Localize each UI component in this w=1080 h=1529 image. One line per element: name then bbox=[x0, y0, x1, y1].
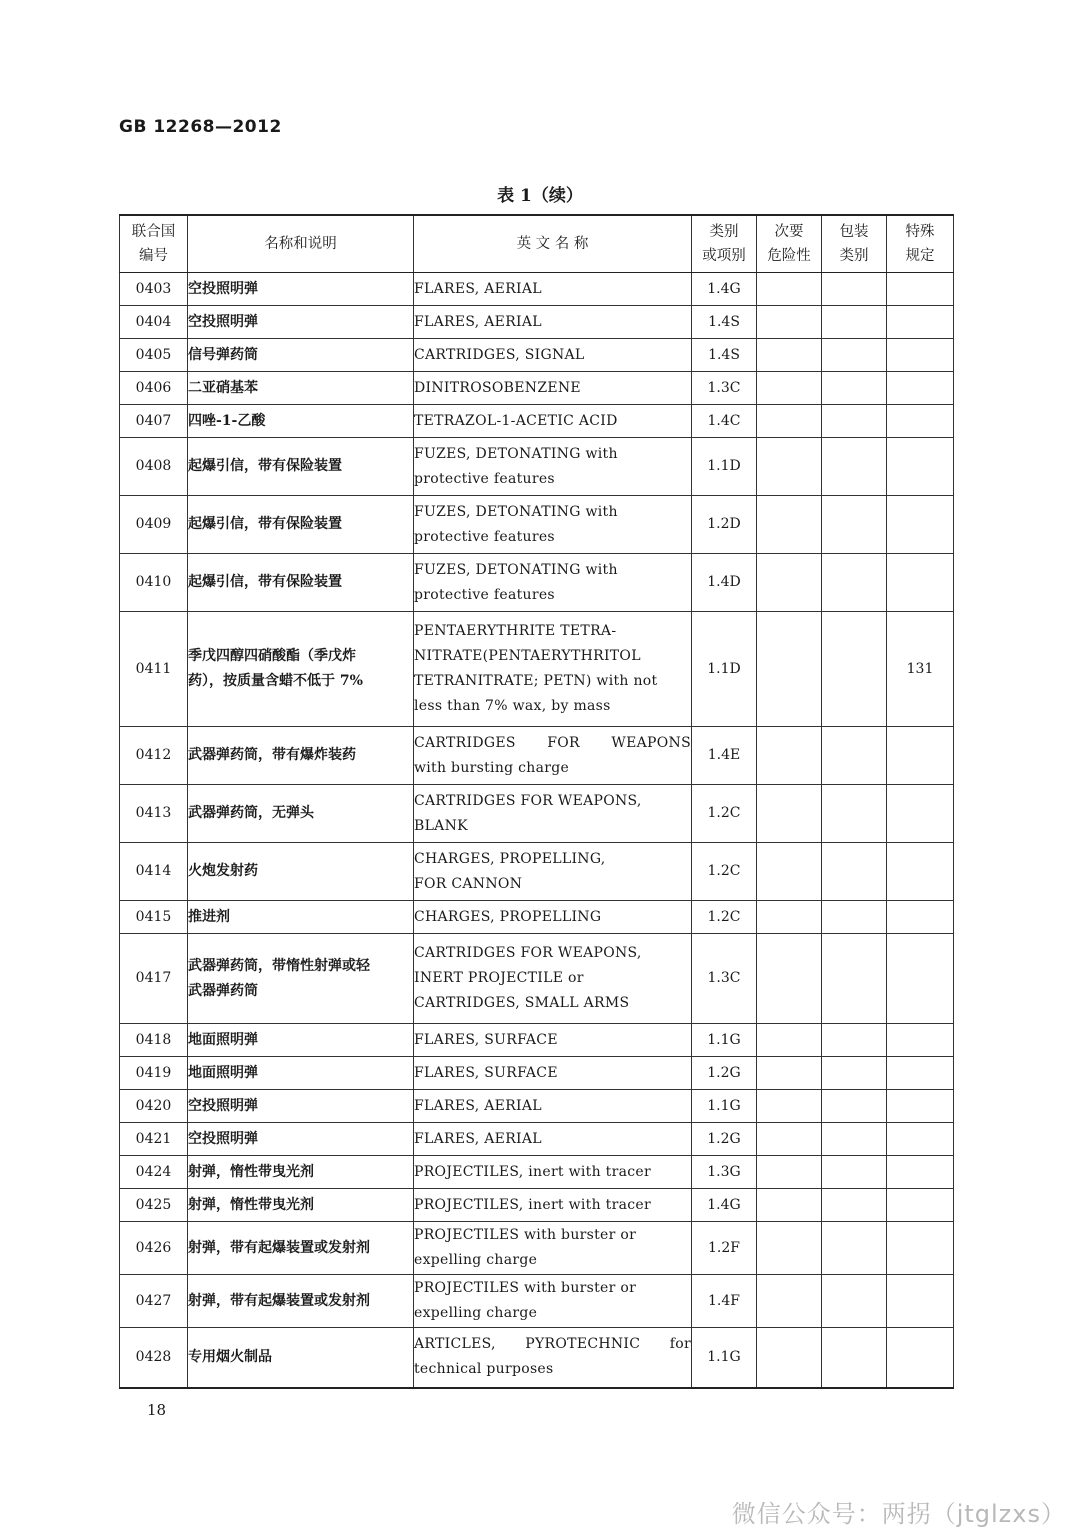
cell-un-number: 0420 bbox=[120, 1090, 188, 1123]
table-row bbox=[120, 934, 954, 1024]
table-row bbox=[120, 405, 954, 438]
name-en-line: CHARGES, PROPELLING bbox=[414, 908, 602, 925]
name-zh-line: 射弹，惰性带曳光剂 bbox=[188, 1196, 314, 1213]
cell-name-zh bbox=[188, 273, 414, 306]
cell-name-zh bbox=[188, 405, 414, 438]
cell-name-zh bbox=[188, 901, 414, 934]
cell-class: 1.4S bbox=[692, 339, 757, 372]
name-zh-line: 起爆引信，带有保险装置 bbox=[188, 458, 342, 474]
cell-class: 1.4G bbox=[692, 1189, 757, 1222]
cell-class: 1.2C bbox=[692, 901, 757, 934]
cell-special-provisions bbox=[887, 843, 954, 901]
cell-un-number: 0427 bbox=[120, 1275, 188, 1328]
cell-name-zh bbox=[188, 1156, 414, 1189]
cell-subsidiary-risk bbox=[757, 554, 822, 612]
cell-un-number: 0425 bbox=[120, 1189, 188, 1222]
name-zh-line: 地面照明弹 bbox=[188, 1031, 258, 1048]
name-zh-line: 四唑-1-乙酸 bbox=[188, 412, 266, 429]
header-class-line2: 或项别 bbox=[702, 248, 746, 264]
name-zh-line: 武器弹药筒，无弹头 bbox=[188, 805, 314, 821]
cell-name-zh bbox=[188, 843, 414, 901]
name-en-line: protective features bbox=[414, 470, 555, 487]
header-special-line1: 特殊 bbox=[905, 224, 935, 240]
cell-name-en bbox=[414, 339, 692, 372]
header-subrisk-line2: 危险性 bbox=[767, 248, 811, 264]
name-en-line: CARTRIDGES FOR WEAPONS, bbox=[414, 792, 642, 809]
cell-class: 1.2C bbox=[692, 785, 757, 843]
cell-class: 1.2G bbox=[692, 1057, 757, 1090]
name-zh-line: 起爆引信，带有保险装置 bbox=[188, 516, 342, 532]
name-zh-line: 武器弹药筒 bbox=[188, 982, 258, 999]
name-en-line: with bursting charge bbox=[414, 759, 570, 776]
cell-un-number: 0418 bbox=[120, 1024, 188, 1057]
cell-name-en bbox=[414, 405, 692, 438]
name-en-line: FUZES, DETONATING with bbox=[414, 561, 618, 578]
cell-name-zh bbox=[188, 1189, 414, 1222]
name-zh-line: 射弹，带有起爆装置或发射剂 bbox=[188, 1292, 370, 1309]
cell-packing-group bbox=[822, 1123, 887, 1156]
cell-subsidiary-risk bbox=[757, 1057, 822, 1090]
cell-un-number: 0412 bbox=[120, 727, 188, 785]
name-en-line: DINITROSOBENZENE bbox=[414, 379, 581, 396]
cell-un-number: 0411 bbox=[120, 612, 188, 727]
table-row bbox=[120, 785, 954, 843]
cell-class: 1.2G bbox=[692, 1123, 757, 1156]
cell-name-en bbox=[414, 306, 692, 339]
table-row bbox=[120, 901, 954, 934]
cell-class: 1.3C bbox=[692, 372, 757, 405]
cell-name-zh bbox=[188, 496, 414, 554]
cell-class: 1.1G bbox=[692, 1328, 757, 1388]
table-row bbox=[120, 273, 954, 306]
cell-class: 1.4F bbox=[692, 1275, 757, 1328]
watermark: 微信公众号：两拐（jtglzxs） bbox=[731, 1500, 1066, 1528]
table-row bbox=[120, 1090, 954, 1123]
table-caption: 表 1（续） bbox=[497, 186, 583, 206]
cell-packing-group bbox=[822, 273, 887, 306]
header-name-zh: 名称和说明 bbox=[188, 215, 414, 273]
cell-packing-group bbox=[822, 1057, 887, 1090]
name-en-line: CHARGES, PROPELLING, bbox=[414, 850, 606, 867]
name-en-line: PROJECTILES with burster or bbox=[414, 1280, 637, 1296]
name-en-line: protective features bbox=[414, 586, 555, 603]
cell-name-en bbox=[414, 372, 692, 405]
cell-subsidiary-risk bbox=[757, 612, 822, 727]
cell-name-en bbox=[414, 727, 692, 785]
cell-name-zh bbox=[188, 1275, 414, 1328]
name-en-line: INERT PROJECTILE or bbox=[414, 970, 584, 986]
header-packing-group bbox=[822, 215, 887, 273]
table-row bbox=[120, 1156, 954, 1189]
cell-special-provisions bbox=[887, 306, 954, 339]
header-packing-line1: 包装 bbox=[839, 224, 869, 240]
cell-name-en bbox=[414, 273, 692, 306]
name-zh-line: 药），按质量含蜡不低于 7% bbox=[188, 673, 363, 689]
cell-name-zh bbox=[188, 1123, 414, 1156]
cell-packing-group bbox=[822, 1156, 887, 1189]
cell-name-en bbox=[414, 1090, 692, 1123]
cell-class: 1.1G bbox=[692, 1090, 757, 1123]
cell-special-provisions bbox=[887, 1090, 954, 1123]
cell-un-number: 0405 bbox=[120, 339, 188, 372]
cell-name-en bbox=[414, 554, 692, 612]
name-en-line: technical purposes bbox=[414, 1361, 554, 1378]
name-en-line: FLARES, AERIAL bbox=[414, 313, 542, 330]
name-zh-line: 空投照明弹 bbox=[188, 1130, 258, 1147]
name-zh-line: 空投照明弹 bbox=[188, 313, 258, 330]
name-en-line: NITRATE(PENTAERYTHRITOL bbox=[414, 648, 641, 664]
name-zh-line: 推进剂 bbox=[188, 908, 230, 925]
name-zh-line: 射弹，带有起爆装置或发射剂 bbox=[188, 1239, 370, 1256]
cell-name-en bbox=[414, 1156, 692, 1189]
cell-packing-group bbox=[822, 901, 887, 934]
cell-class: 1.3G bbox=[692, 1156, 757, 1189]
cell-special-provisions bbox=[887, 339, 954, 372]
cell-un-number: 0426 bbox=[120, 1222, 188, 1275]
cell-un-number: 0408 bbox=[120, 438, 188, 496]
name-zh-line: 空投照明弹 bbox=[188, 280, 258, 297]
cell-subsidiary-risk bbox=[757, 1328, 822, 1388]
cell-special-provisions bbox=[887, 1123, 954, 1156]
name-en-line: CARTRIDGES FOR WEAPONS bbox=[414, 734, 691, 751]
cell-name-en bbox=[414, 1057, 692, 1090]
cell-subsidiary-risk bbox=[757, 405, 822, 438]
cell-subsidiary-risk bbox=[757, 901, 822, 934]
cell-class: 1.4D bbox=[692, 554, 757, 612]
cell-subsidiary-risk bbox=[757, 496, 822, 554]
cell-name-en bbox=[414, 612, 692, 727]
cell-special-provisions bbox=[887, 1156, 954, 1189]
table-body bbox=[120, 273, 954, 1388]
table-row bbox=[120, 1222, 954, 1275]
cell-class: 1.2C bbox=[692, 843, 757, 901]
table-row bbox=[120, 554, 954, 612]
table-row bbox=[120, 438, 954, 496]
cell-name-zh bbox=[188, 934, 414, 1024]
cell-subsidiary-risk bbox=[757, 727, 822, 785]
name-en-line: TETRANITRATE; PETN) with not bbox=[414, 673, 658, 689]
cell-name-zh bbox=[188, 727, 414, 785]
header-class-line1: 类别 bbox=[709, 224, 739, 240]
cell-class: 1.4C bbox=[692, 405, 757, 438]
table-row bbox=[120, 1328, 954, 1388]
cell-special-provisions bbox=[887, 785, 954, 843]
table-row bbox=[120, 339, 954, 372]
cell-name-zh bbox=[188, 1328, 414, 1388]
name-zh-line: 武器弹药筒，带惰性射弹或轻 bbox=[188, 957, 370, 974]
table-row bbox=[120, 727, 954, 785]
cell-name-zh bbox=[188, 554, 414, 612]
cell-subsidiary-risk bbox=[757, 1189, 822, 1222]
cell-name-en bbox=[414, 1275, 692, 1328]
cell-packing-group bbox=[822, 554, 887, 612]
header-subsidiary-risk bbox=[757, 215, 822, 273]
name-zh-line: 信号弹药筒 bbox=[188, 346, 258, 363]
cell-name-zh bbox=[188, 339, 414, 372]
cell-un-number: 0403 bbox=[120, 273, 188, 306]
cell-special-provisions bbox=[887, 934, 954, 1024]
cell-packing-group bbox=[822, 1090, 887, 1123]
name-zh-line: 专用烟火制品 bbox=[188, 1348, 272, 1365]
header-special-line2: 规定 bbox=[905, 248, 935, 264]
cell-name-zh bbox=[188, 785, 414, 843]
name-en-line: less than 7% wax, by mass bbox=[414, 698, 611, 714]
name-en-line: protective features bbox=[414, 528, 555, 545]
name-en-line: CARTRIDGES, SMALL ARMS bbox=[414, 995, 630, 1011]
cell-packing-group bbox=[822, 843, 887, 901]
cell-packing-group bbox=[822, 727, 887, 785]
name-en-line: FLARES, AERIAL bbox=[414, 1097, 542, 1114]
header-packing-line2: 类别 bbox=[839, 248, 869, 264]
table-row bbox=[120, 372, 954, 405]
cell-subsidiary-risk bbox=[757, 934, 822, 1024]
cell-name-en bbox=[414, 785, 692, 843]
name-en-line: ARTICLES, PYROTECHNIC for bbox=[414, 1336, 691, 1353]
name-en-line: expelling charge bbox=[414, 1305, 538, 1321]
cell-name-en bbox=[414, 934, 692, 1024]
cell-subsidiary-risk bbox=[757, 1222, 822, 1275]
cell-special-provisions bbox=[887, 496, 954, 554]
cell-name-en bbox=[414, 1123, 692, 1156]
cell-un-number: 0424 bbox=[120, 1156, 188, 1189]
table-header-row bbox=[120, 215, 954, 273]
cell-packing-group bbox=[822, 372, 887, 405]
table-row bbox=[120, 843, 954, 901]
cell-packing-group bbox=[822, 405, 887, 438]
cell-name-zh bbox=[188, 1222, 414, 1275]
cell-name-en bbox=[414, 843, 692, 901]
page-number: 18 bbox=[147, 1401, 167, 1419]
cell-subsidiary-risk bbox=[757, 372, 822, 405]
name-zh-line: 起爆引信，带有保险装置 bbox=[188, 574, 342, 590]
name-en-line: PENTAERYTHRITE TETRA- bbox=[414, 623, 617, 639]
cell-special-provisions bbox=[887, 372, 954, 405]
name-en-line: FUZES, DETONATING with bbox=[414, 445, 618, 462]
header-name-en: 英 文 名 称 bbox=[414, 215, 692, 273]
header-un-number bbox=[120, 215, 188, 273]
table-row bbox=[120, 1057, 954, 1090]
cell-name-zh bbox=[188, 1090, 414, 1123]
cell-special-provisions bbox=[887, 1057, 954, 1090]
cell-special-provisions bbox=[887, 554, 954, 612]
cell-un-number: 0404 bbox=[120, 306, 188, 339]
table-row bbox=[120, 1123, 954, 1156]
cell-un-number: 0415 bbox=[120, 901, 188, 934]
cell-un-number: 0417 bbox=[120, 934, 188, 1024]
table-row bbox=[120, 612, 954, 727]
name-zh-line: 武器弹药筒，带有爆炸装药 bbox=[188, 747, 356, 763]
cell-un-number: 0414 bbox=[120, 843, 188, 901]
cell-un-number: 0407 bbox=[120, 405, 188, 438]
name-en-line: FLARES, AERIAL bbox=[414, 280, 542, 297]
cell-special-provisions bbox=[887, 1275, 954, 1328]
cell-name-zh bbox=[188, 372, 414, 405]
cell-un-number: 0409 bbox=[120, 496, 188, 554]
cell-name-en bbox=[414, 1024, 692, 1057]
name-en-line: TETRAZOL-1-ACETIC ACID bbox=[414, 412, 618, 429]
header-subrisk-line1: 次要 bbox=[774, 224, 804, 240]
cell-subsidiary-risk bbox=[757, 1024, 822, 1057]
cell-packing-group bbox=[822, 612, 887, 727]
cell-class: 1.4G bbox=[692, 273, 757, 306]
table-row bbox=[120, 1024, 954, 1057]
name-en-line: PROJECTILES, inert with tracer bbox=[414, 1196, 651, 1213]
cell-packing-group bbox=[822, 339, 887, 372]
cell-class: 1.4S bbox=[692, 306, 757, 339]
cell-special-provisions bbox=[887, 1024, 954, 1057]
table-row bbox=[120, 1275, 954, 1328]
cell-packing-group bbox=[822, 1189, 887, 1222]
cell-packing-group bbox=[822, 1275, 887, 1328]
cell-un-number: 0428 bbox=[120, 1328, 188, 1388]
cell-packing-group bbox=[822, 438, 887, 496]
name-zh-line: 射弹，惰性带曳光剂 bbox=[188, 1163, 314, 1180]
cell-packing-group bbox=[822, 1024, 887, 1057]
table-row bbox=[120, 496, 954, 554]
cell-un-number: 0413 bbox=[120, 785, 188, 843]
name-en-line: FLARES, AERIAL bbox=[414, 1130, 542, 1147]
cell-subsidiary-risk bbox=[757, 339, 822, 372]
cell-special-provisions bbox=[887, 1222, 954, 1275]
name-en-line: expelling charge bbox=[414, 1252, 538, 1268]
name-en-line: FLARES, SURFACE bbox=[414, 1064, 558, 1081]
cell-packing-group bbox=[822, 496, 887, 554]
cell-class: 1.2D bbox=[692, 496, 757, 554]
cell-packing-group bbox=[822, 1222, 887, 1275]
cell-name-zh bbox=[188, 1024, 414, 1057]
cell-name-en bbox=[414, 1328, 692, 1388]
cell-class: 1.3C bbox=[692, 934, 757, 1024]
cell-name-zh bbox=[188, 1057, 414, 1090]
cell-special-provisions bbox=[887, 405, 954, 438]
cell-un-number: 0406 bbox=[120, 372, 188, 405]
cell-special-provisions bbox=[887, 901, 954, 934]
cell-packing-group bbox=[822, 1328, 887, 1388]
cell-special-provisions bbox=[887, 1328, 954, 1388]
name-en-line: FUZES, DETONATING with bbox=[414, 503, 618, 520]
name-zh-line: 火炮发射药 bbox=[188, 863, 258, 879]
cell-class: 1.1D bbox=[692, 438, 757, 496]
cell-name-zh bbox=[188, 306, 414, 339]
cell-name-en bbox=[414, 901, 692, 934]
cell-packing-group bbox=[822, 934, 887, 1024]
cell-subsidiary-risk bbox=[757, 306, 822, 339]
cell-subsidiary-risk bbox=[757, 1123, 822, 1156]
name-en-line: BLANK bbox=[414, 817, 468, 834]
cell-name-zh bbox=[188, 612, 414, 727]
cell-name-en bbox=[414, 1222, 692, 1275]
cell-subsidiary-risk bbox=[757, 1090, 822, 1123]
table-row bbox=[120, 1189, 954, 1222]
cell-packing-group bbox=[822, 306, 887, 339]
header-un-line2: 编号 bbox=[139, 248, 168, 264]
cell-class: 1.1D bbox=[692, 612, 757, 727]
cell-special-provisions: 131 bbox=[887, 612, 954, 727]
cell-name-en bbox=[414, 496, 692, 554]
name-en-line: CARTRIDGES FOR WEAPONS, bbox=[414, 945, 642, 961]
name-en-line: PROJECTILES with burster or bbox=[414, 1227, 637, 1243]
cell-un-number: 0421 bbox=[120, 1123, 188, 1156]
name-zh-line: 空投照明弹 bbox=[188, 1097, 258, 1114]
standard-code: GB 12268—2012 bbox=[119, 117, 282, 137]
cell-packing-group bbox=[822, 785, 887, 843]
name-zh-line: 地面照明弹 bbox=[188, 1064, 258, 1081]
cell-special-provisions bbox=[887, 727, 954, 785]
header-special-provisions bbox=[887, 215, 954, 273]
name-en-line: FOR CANNON bbox=[414, 875, 523, 892]
cell-subsidiary-risk bbox=[757, 843, 822, 901]
name-zh-line: 季戊四醇四硝酸酯（季戊炸 bbox=[188, 648, 356, 664]
table-row bbox=[120, 306, 954, 339]
cell-subsidiary-risk bbox=[757, 1156, 822, 1189]
cell-subsidiary-risk bbox=[757, 438, 822, 496]
dangerous-goods-table bbox=[119, 214, 954, 1389]
cell-subsidiary-risk bbox=[757, 273, 822, 306]
name-en-line: FLARES, SURFACE bbox=[414, 1031, 558, 1048]
cell-class: 1.4E bbox=[692, 727, 757, 785]
cell-special-provisions bbox=[887, 438, 954, 496]
cell-subsidiary-risk bbox=[757, 1275, 822, 1328]
cell-name-en bbox=[414, 438, 692, 496]
header-class bbox=[692, 215, 757, 273]
cell-un-number: 0410 bbox=[120, 554, 188, 612]
header-un-line1: 联合国 bbox=[131, 224, 176, 240]
cell-subsidiary-risk bbox=[757, 785, 822, 843]
name-en-line: CARTRIDGES, SIGNAL bbox=[414, 346, 585, 363]
cell-name-zh bbox=[188, 438, 414, 496]
name-en-line: PROJECTILES, inert with tracer bbox=[414, 1163, 651, 1180]
cell-class: 1.2F bbox=[692, 1222, 757, 1275]
cell-name-en bbox=[414, 1189, 692, 1222]
cell-special-provisions bbox=[887, 273, 954, 306]
cell-special-provisions bbox=[887, 1189, 954, 1222]
name-zh-line: 二亚硝基苯 bbox=[188, 379, 258, 396]
cell-class: 1.1G bbox=[692, 1024, 757, 1057]
cell-un-number: 0419 bbox=[120, 1057, 188, 1090]
